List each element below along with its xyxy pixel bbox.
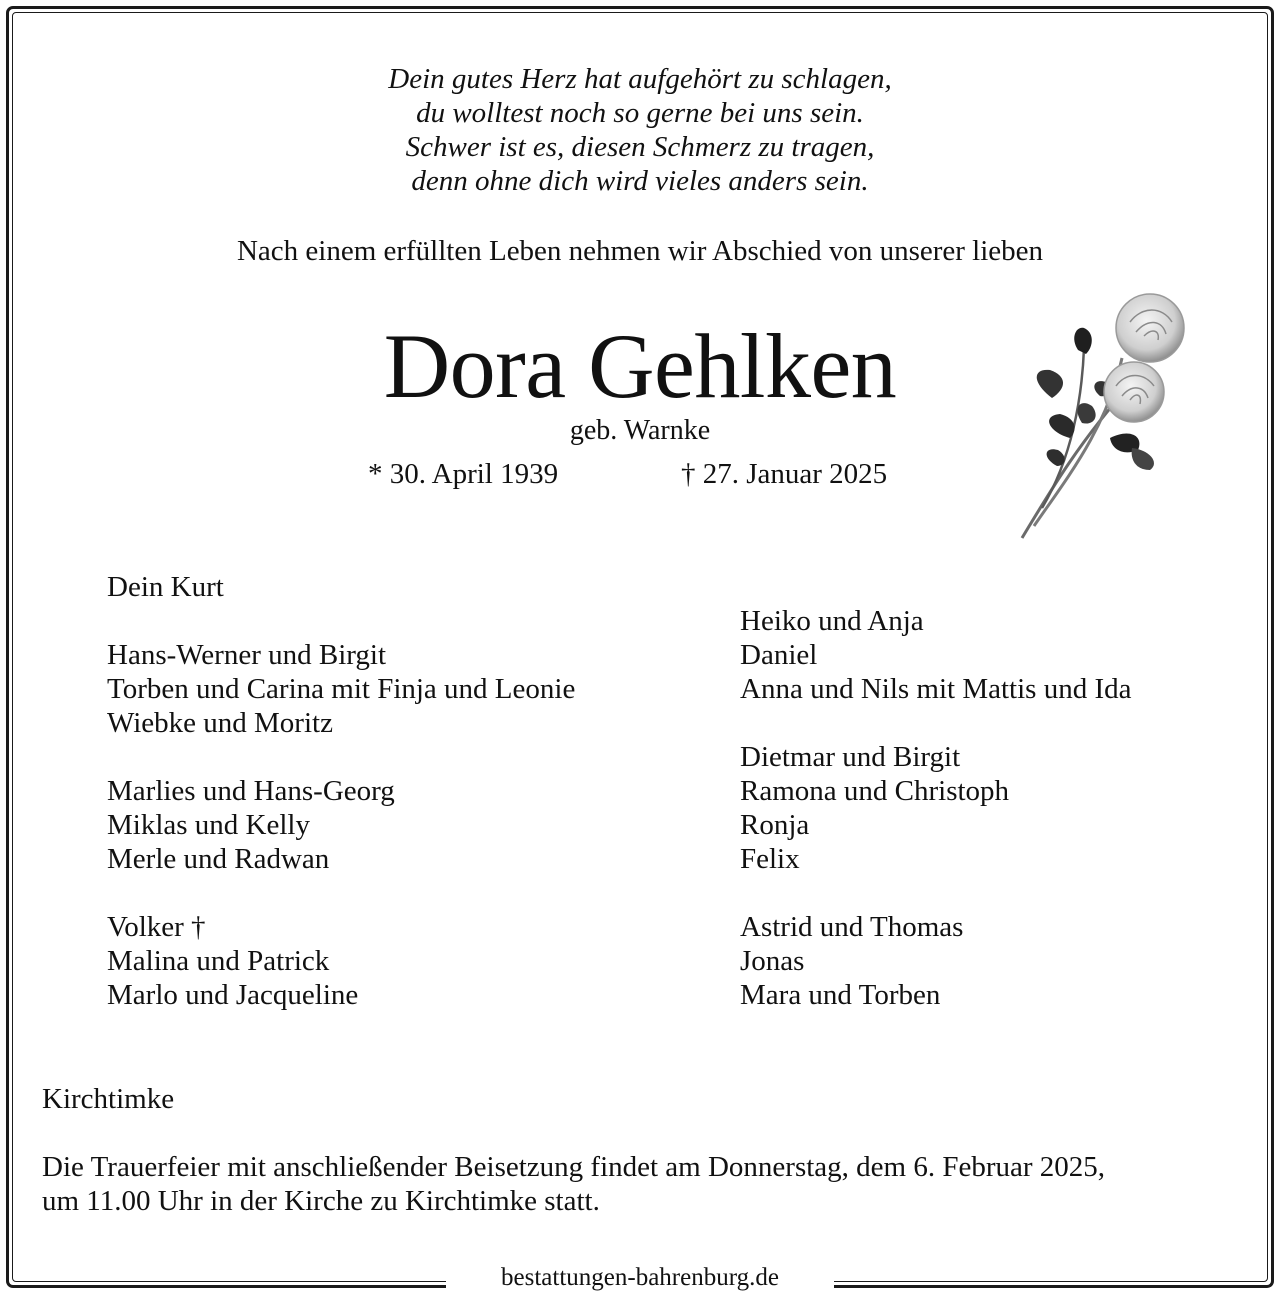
mourner-line: Marlo und Jacqueline (107, 979, 359, 1011)
mourner-line: Miklas und Kelly (107, 809, 310, 841)
ceremony-line: Die Trauerfeier mit anschließender Beisetzung findet am Donnerstag, dem 6. Februar 2025, (42, 1151, 1106, 1183)
intro-text: Nach einem erfüllten Leben nehmen wir Abschied von unserer lieben (236, 235, 1044, 267)
mourner-line (740, 706, 1131, 740)
mourner-line: Dietmar und Birgit (740, 741, 961, 773)
mourner-line (107, 876, 575, 910)
mourner-line: Mara und Torben (740, 979, 941, 1011)
mourner-line: Daniel (740, 639, 818, 671)
poem-line: Schwer ist es, diesen Schmerz zu tragen, (405, 131, 875, 163)
rose-icon (1012, 288, 1212, 550)
mourner-line: Ramona und Christoph (740, 775, 1010, 807)
mourners-left-column (107, 570, 575, 1012)
mourner-line (107, 604, 575, 638)
ceremony-line: um 11.00 Uhr in der Kirche zu Kirchtimke statt. (42, 1185, 600, 1217)
mourner-line (107, 740, 575, 774)
mourner-line: Merle und Radwan (107, 843, 330, 875)
mourner-line: Malina und Patrick (107, 945, 330, 977)
ceremony-notice (42, 1150, 1105, 1218)
mourners-right-column (740, 604, 1131, 1012)
mourner-line: Jonas (740, 945, 805, 977)
deceased-name: Dora Gehlken (383, 315, 897, 417)
poem-line: Dein gutes Herz hat aufgehört zu schlagen, (388, 63, 892, 95)
poem (0, 62, 1280, 198)
mourner-line: Astrid und Thomas (740, 911, 964, 943)
birth-date: * 30. April 1939 (368, 458, 559, 490)
poem-line: du wolltest noch so gerne bei uns sein. (416, 97, 864, 129)
poem-line: denn ohne dich wird vieles anders sein. (411, 165, 869, 197)
death-date: † 27. Januar 2025 (681, 458, 888, 490)
place-name: Kirchtimke (42, 1083, 175, 1115)
mourner-line: Marlies und Hans-Georg (107, 775, 395, 807)
footer-url: bestattungen-bahrenburg.de (501, 1264, 779, 1291)
mourner-line: Dein Kurt (107, 571, 224, 603)
maiden-name: geb. Warnke (569, 415, 711, 446)
mourner-line: Heiko und Anja (740, 605, 924, 637)
mourner-line: Felix (740, 843, 800, 875)
mourner-line: Torben und Carina mit Finja und Leonie (107, 673, 576, 705)
mourner-line: Ronja (740, 809, 810, 841)
mourner-line: Hans-Werner und Birgit (107, 639, 387, 671)
mourner-line: Wiebke und Moritz (107, 707, 333, 739)
mourner-line: Volker † (107, 911, 206, 943)
mourner-line (740, 876, 1131, 910)
mourner-line: Anna und Nils mit Mattis und Ida (740, 673, 1132, 705)
